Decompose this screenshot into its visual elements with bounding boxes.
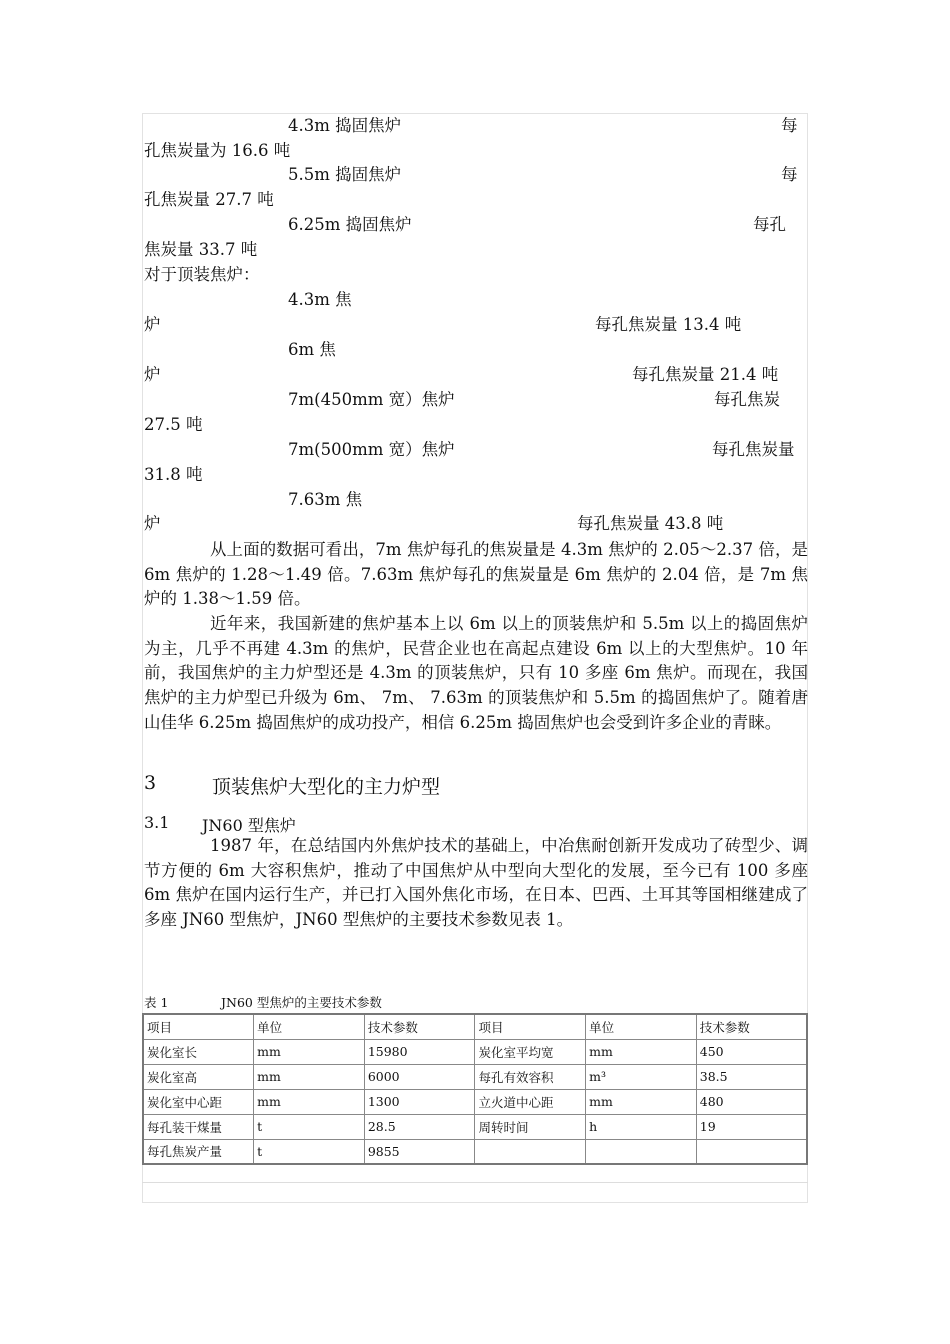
- table-row: [143, 1064, 807, 1089]
- table-cell: 炭化室中心距: [143, 1089, 254, 1114]
- ramming-5-5m-value: 孔焦炭量 27.7 吨: [144, 190, 274, 209]
- section-title: 顶装焦炉大型化的主力炉型: [212, 776, 441, 798]
- top-7-63m-label-end: 炉: [144, 514, 161, 533]
- section-number: 3: [144, 772, 157, 794]
- ramming-5-5m-label: 5.5m 捣固焦炉: [288, 165, 402, 184]
- top-7-63m-label: 7.63m 焦: [288, 490, 363, 509]
- table-header-row: [143, 1014, 807, 1039]
- table-cell: 每孔焦炭产量: [143, 1139, 254, 1164]
- table-cell: 炭化室长: [143, 1039, 254, 1064]
- table-cell: 450: [696, 1039, 807, 1064]
- paragraph-jn60: 1987 年，在总结国内外焦炉技术的基础上，中冶焦耐创新开发成功了砖型少、调节方便的 6m 大容积焦炉，推动了中国焦炉从中型向大型化的发展，至今已有 100 多座 6m 焦炉在国内运行生产，并已打入国外焦化市场，在日本、巴西、土耳其等国相继建成了多座 JN60 型焦炉，JN60 型焦炉的主要技术参数见表 1。: [144, 836, 808, 930]
- table-cell: m³: [586, 1064, 697, 1089]
- table-header-cell: 项目: [475, 1014, 586, 1039]
- top-7m-500-label: 7m(500mm 宽）焦炉: [288, 440, 455, 459]
- table-cell: 炭化室高: [143, 1064, 254, 1089]
- table-header-cell: 单位: [586, 1014, 697, 1039]
- top-4-3m-label: 4.3m 焦: [288, 290, 352, 309]
- ramming-6-25m-value: 焦炭量 33.7 吨: [144, 240, 258, 259]
- table-cell: [696, 1139, 807, 1164]
- table-cell: 28.5: [364, 1114, 475, 1139]
- top-6m-label-end: 炉: [144, 365, 161, 384]
- table-cell: 38.5: [696, 1064, 807, 1089]
- table-row: [143, 1089, 807, 1114]
- table-cell: 每孔有效容积: [475, 1064, 586, 1089]
- top-7m-450-value: 27.5 吨: [144, 415, 203, 434]
- bottom-divider: [142, 1182, 808, 1183]
- table-cell: 15980: [364, 1039, 475, 1064]
- table-cell: 立火道中心距: [475, 1089, 586, 1114]
- table-cell: 周转时间: [475, 1114, 586, 1139]
- table-caption-title: JN60 型焦炉的主要技术参数: [221, 995, 382, 1010]
- ramming-4-3m-tail: 每: [781, 116, 798, 135]
- ramming-6-25m-label: 6.25m 捣固焦炉: [288, 215, 412, 234]
- table-cell: mm: [254, 1039, 365, 1064]
- table-cell: 19: [696, 1114, 807, 1139]
- ramming-5-5m-tail: 每: [781, 165, 798, 184]
- top-7m-450-label: 7m(450mm 宽）焦炉: [288, 390, 455, 409]
- ramming-4-3m-label: 4.3m 捣固焦炉: [288, 116, 402, 135]
- table-cell: [475, 1139, 586, 1164]
- table-cell: mm: [254, 1089, 365, 1114]
- table-cell: 9855: [364, 1139, 475, 1164]
- ramming-6-25m-tail: 每孔: [753, 215, 786, 234]
- paragraph-comparison: 从上面的数据可看出，7m 焦炉每孔的焦炭量是 4.3m 焦炉的 2.05～2.37 倍，是 6m 焦炉的 1.28～1.49 倍。7.63m 焦炉每孔的焦炭量是 6m 焦炉的 2.04 倍，是 7m 焦炉的 1.38～1.59 倍。: [144, 540, 808, 609]
- top-charged-intro: 对于顶装焦炉：: [144, 265, 260, 284]
- paragraph-recent-years: 近年来，我国新建的焦炉基本上以 6m 以上的顶装焦炉和 5.5m 以上的捣固焦炉为主，几乎不再建 4.3m 的焦炉，民营企业也在高起点建设 6m 以上的大型焦炉。10 年前，我国焦炉的主力炉型还是 4.3m 的顶装焦炉，只有 10 多座 6m 焦炉。而现在，我国焦炉的主力炉型已升级为 6m、 7m、 7.63m 的顶装焦炉和 5.5m 的捣固焦炉了。随着唐山佳华 6.25m 捣固焦炉的成功投产，相信 6.25m 捣固焦炉也会受到许多企业的青睐。: [144, 614, 808, 732]
- table-cell: [586, 1139, 697, 1164]
- table-cell: mm: [586, 1089, 697, 1114]
- table-caption-label: 表 1: [144, 995, 169, 1010]
- table-cell: t: [254, 1139, 365, 1164]
- top-7-63m-value: 每孔焦炭量 43.8 吨: [577, 514, 724, 533]
- top-7m-500-tail: 每孔焦炭量: [712, 440, 795, 459]
- table-cell: 480: [696, 1089, 807, 1114]
- table-cell: mm: [254, 1064, 365, 1089]
- table-cell: t: [254, 1114, 365, 1139]
- table-header-cell: 技术参数: [696, 1014, 807, 1039]
- table-cell: 每孔装干煤量: [143, 1114, 254, 1139]
- top-7m-500-value: 31.8 吨: [144, 465, 203, 484]
- top-7m-450-tail: 每孔焦炭: [714, 390, 780, 409]
- table-row: [143, 1039, 807, 1064]
- subsection-title: JN60 型焦炉: [202, 816, 296, 835]
- table-row: [143, 1139, 807, 1164]
- table-cell: 6000: [364, 1064, 475, 1089]
- subsection-number: 3.1: [144, 813, 170, 832]
- parameters-table: [142, 1013, 808, 1165]
- table-header-cell: 技术参数: [364, 1014, 475, 1039]
- top-6m-value: 每孔焦炭量 21.4 吨: [632, 365, 779, 384]
- top-4-3m-value: 每孔焦炭量 13.4 吨: [595, 315, 742, 334]
- table-row: [143, 1114, 807, 1139]
- table-cell: mm: [586, 1039, 697, 1064]
- table-cell: 1300: [364, 1089, 475, 1114]
- table-cell: 炭化室平均宽: [475, 1039, 586, 1064]
- top-6m-label: 6m 焦: [288, 340, 336, 359]
- ramming-4-3m-value: 孔焦炭量为 16.6 吨: [144, 141, 291, 160]
- table-header-cell: 单位: [254, 1014, 365, 1039]
- table-header-cell: 项目: [143, 1014, 254, 1039]
- top-4-3m-label-end: 炉: [144, 315, 161, 334]
- table-cell: h: [586, 1114, 697, 1139]
